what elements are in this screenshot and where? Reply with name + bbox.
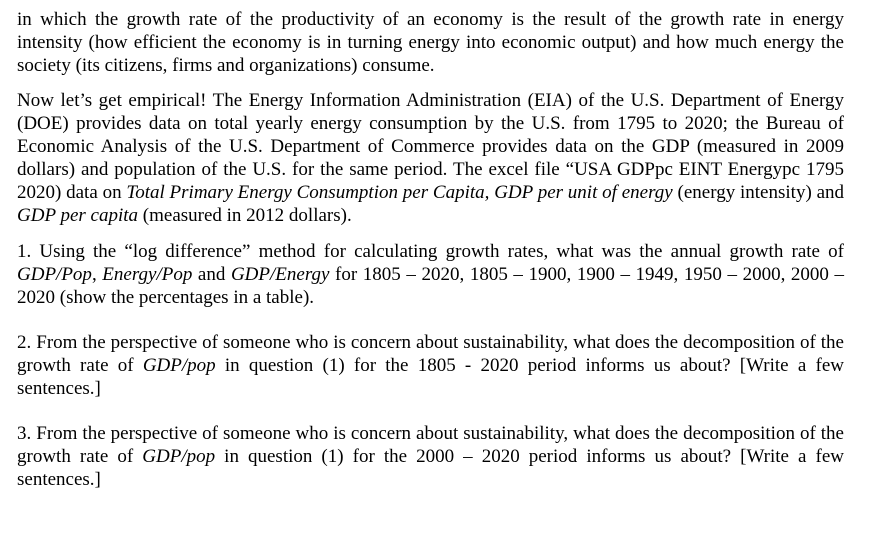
- q1-term-energy-pop: Energy/Pop: [102, 264, 193, 285]
- data-paragraph: [17, 89, 844, 227]
- question-3: [17, 422, 844, 491]
- term-gdp-per-capita: GDP per capita: [17, 205, 139, 226]
- data-text-a: Now let’s get empirical! The Energy Information Administration (EIA) of the U.S. Department of Energy (DOE) provides data on total yearly energy consumption by the U.S. from 1795 to 2020; the Bureau of Economic Analysis of the U.S. Department of Commerce provides data on the GDP (measured in 2009 dollars) and population of the U.S. for the same period. The excel file “USA GDPpc EINT Energypc 1795 2020) data on: [17, 90, 844, 203]
- q1-text-a: 1. Using the “log difference” method for calculating growth rates, what was the annual growth rate of: [17, 241, 844, 262]
- question-1: [17, 240, 844, 309]
- q1-term-gdp-energy: GDP/Energy: [230, 264, 330, 285]
- q1-text-c: and: [192, 264, 231, 285]
- q3-text-a: 3. From the perspective of someone who is concern about sustainability, what does the decomposition of the growth rate of: [17, 423, 844, 467]
- question-2: [17, 331, 844, 400]
- intro-paragraph: [17, 8, 844, 77]
- q3-term-gdp-pop: GDP/pop: [142, 446, 216, 467]
- intro-text: in which the growth rate of the productivity of an economy is the result of the growth rate in energy intensity (how efficient the economy is in turning energy into economic output) and how much energy the society (its citizens, firms and organizations) consume.: [17, 9, 844, 76]
- q1-text-d: for 1805 – 2020, 1805 – 1900, 1900 – 1949, 1950 – 2000, 2000 – 2020 (show the percentages in a table).: [17, 264, 845, 308]
- data-text-d: (measured in 2012 dollars).: [138, 205, 352, 226]
- q1-text-b: ,: [91, 264, 103, 285]
- q2-text-a: 2. From the perspective of someone who is concern about sustainability, what does the decomposition of the growth rate of: [17, 332, 844, 376]
- term-energy-consumption-per-capita: Total Primary Energy Consumption per Capita,: [126, 182, 490, 203]
- q2-text-b: in question (1) for the 1805 - 2020 period informs us about? [Write a few sentences.]: [17, 355, 844, 399]
- term-gdp-per-unit-energy: GDP per unit of energy: [494, 182, 673, 203]
- q2-term-gdp-pop: GDP/pop: [142, 355, 216, 376]
- q1-term-gdp-pop: GDP/Pop: [17, 264, 92, 285]
- q3-text-b: in question (1) for the 2000 – 2020 period informs us about? [Write a few sentences.]: [17, 446, 844, 490]
- data-text-c: (energy intensity) and: [672, 182, 845, 203]
